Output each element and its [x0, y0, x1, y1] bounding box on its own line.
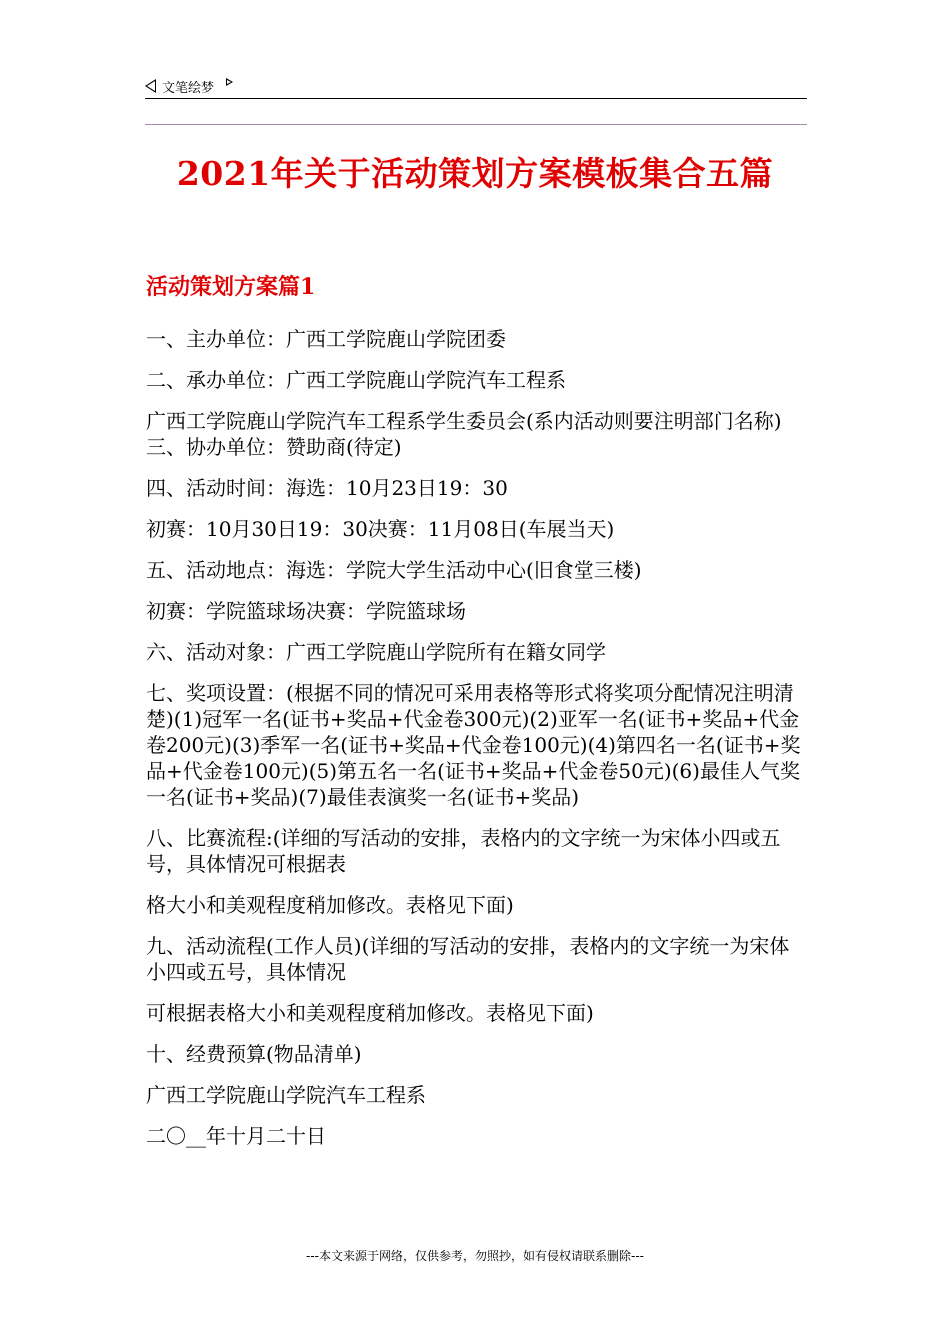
- section-heading: 活动策划方案篇1: [146, 274, 316, 300]
- paragraph-date: 二〇__年十月二十日: [146, 1124, 326, 1148]
- paragraph-time-rounds: 初赛：10月30日19：30决赛：11月08日(车展当天): [146, 517, 615, 541]
- paragraph-location: 五、活动地点：海选：学院大学生活动中心(旧食堂三楼): [146, 558, 642, 582]
- paragraph-signature-org: 广西工学院鹿山学院汽车工程系: [146, 1083, 426, 1107]
- paragraph-co-organizer: 广西工学院鹿山学院汽车工程系学生委员会(系内活动则要注明部门名称)三、协办单位：赞助商(待定): [146, 409, 782, 459]
- header-brand: 文笔绘梦: [162, 80, 215, 96]
- paragraph-location-rounds: 初赛：学院篮球场决赛：学院篮球场: [146, 599, 466, 623]
- header-bar: [145, 74, 807, 99]
- paragraph-competition-flow-cont: 格大小和美观程度稍加修改。表格见下面): [146, 893, 514, 917]
- document-body: [146, 326, 806, 1164]
- paragraph-activity-flow: 九、活动流程(工作人员)(详细的写活动的安排，表格内的文字统一为宋体小四或五号，具体情况: [146, 934, 790, 984]
- paragraph-awards: 七、奖项设置：(根据不同的情况可采用表格等形式将奖项分配情况注明清楚)(1)冠军一名(证书+奖品+代金卷300元)(2)亚军一名(证书+奖品+代金卷200元)(3)季军一名(证书+奖品+代金卷100元)(4)第四名一名(证书+奖品+代金卷100元)(5)第五名一名(证书+奖品+代金卷50元)(6)最佳人气奖一名(证书+奖品)(7)最佳表演奖一名(证书+奖品): [146, 681, 801, 809]
- paragraph-host: 二、承办单位：广西工学院鹿山学院汽车工程系: [146, 368, 566, 392]
- paragraph-competition-flow: 八、比赛流程:(详细的写活动的安排，表格内的文字统一为宋体小四或五号，具体情况可根据表: [146, 826, 781, 876]
- paragraph-participants: 六、活动对象：广西工学院鹿山学院所有在籍女同学: [146, 640, 606, 664]
- paragraph-activity-flow-cont: 可根据表格大小和美观程度稍加修改。表格见下面): [146, 1001, 594, 1025]
- divider: [145, 124, 807, 125]
- document-title: 2021年关于活动策划方案模板集合五篇: [176, 154, 774, 193]
- paragraph-time: 四、活动时间：海选：10月23日19：30: [146, 476, 508, 500]
- paragraph-organizer: 一、主办单位：广西工学院鹿山学院团委: [146, 327, 506, 351]
- triangle-right-icon: [226, 78, 233, 86]
- footer-disclaimer: ---本文来源于网络，仅供参考，勿照抄，如有侵权请联系删除---: [306, 1249, 644, 1263]
- triangle-left-icon: [145, 79, 156, 93]
- paragraph-budget: 十、经费预算(物品清单): [146, 1042, 362, 1066]
